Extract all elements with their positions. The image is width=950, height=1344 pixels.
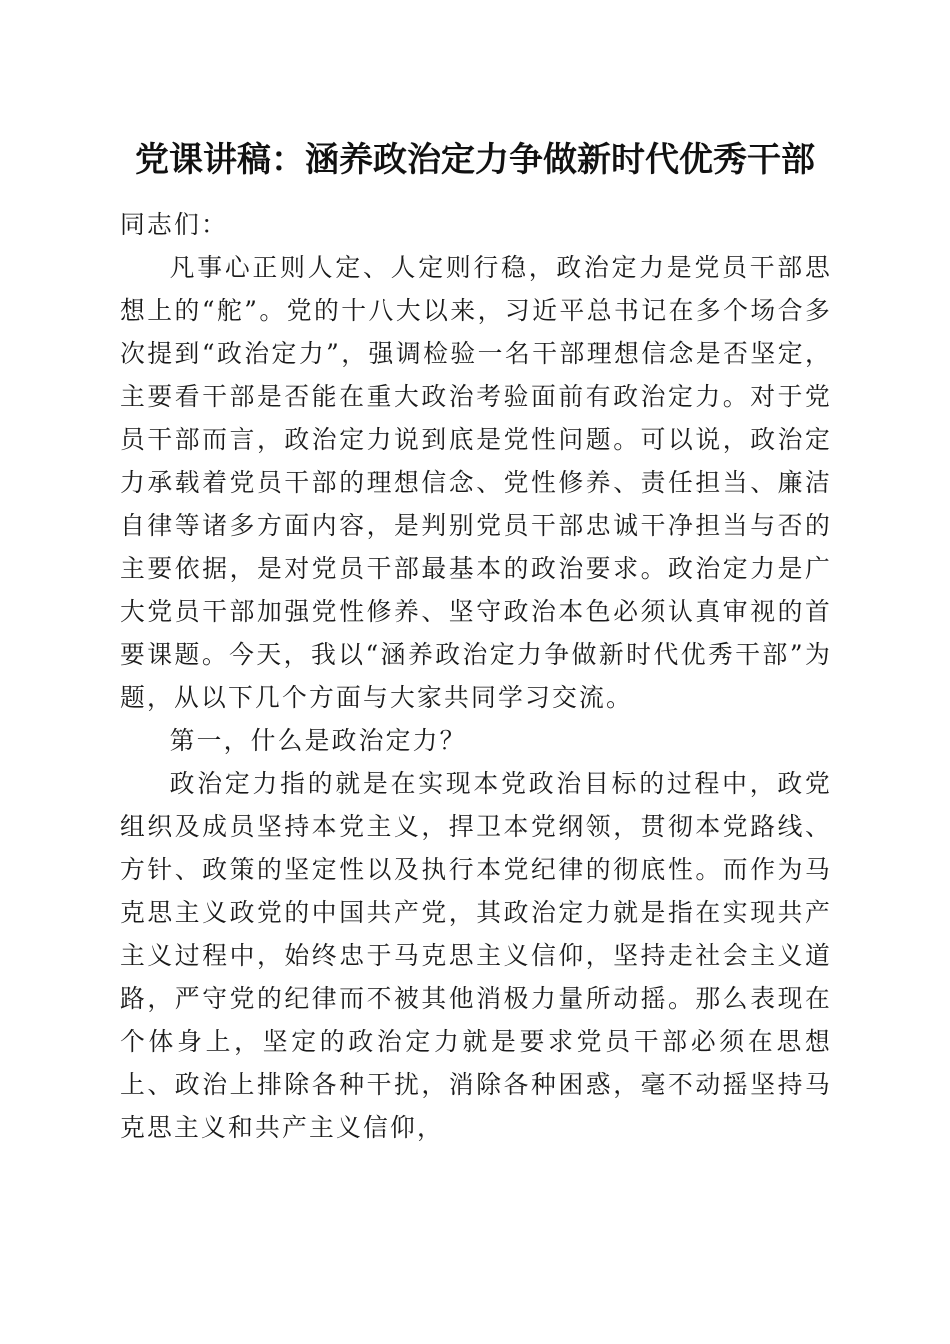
document-title: 党课讲稿：涵养政治定力争做新时代优秀干部	[135, 140, 815, 180]
paragraph-intro: 凡事心正则人定、人定则行稳，政治定力是党员干部思想上的“舵”。党的十八大以来，习近平总书记在多个场合多次提到“政治定力”，强调检验一名干部理想信念是否坚定，主要看干部是否能在重大政治考验面前有政治定力。对于党员干部而言，政治定力说到底是党性问题。可以说，政治定力承载着党员干部的理想信念、党性修养、责任担当、廉洁自律等诸多方面内容，是判别党员干部忠诚干净担当与否的主要依据，是对党员干部最基本的政治要求。政治定力是广大党员干部加强党性修养、坚守政治本色必须认真审视的首要课题。今天，我以“涵养政治定力争做新时代优秀干部”为题，从以下几个方面与大家共同学习交流。	[120, 253, 832, 712]
document-body	[120, 203, 832, 1149]
salutation: 同志们：	[120, 210, 228, 239]
section-heading-first: 第一，什么是政治定力？	[169, 726, 467, 755]
paragraph-definition: 政治定力指的就是在实现本党政治目标的过程中，政党组织及成员坚持本党主义，捍卫本党纲领，贯彻本党路线、方针、政策的坚定性以及执行本党纪律的彻底性。而作为马克思主义政党的中国共产党，其政治定力就是指在实现共产主义过程中，始终忠于马克思主义信仰，坚持走社会主义道路，严守党的纪律而不被其他消极力量所动摇。那么表现在个体身上，坚定的政治定力就是要求党员干部必须在思想上、政治上排除各种干扰，消除各种困惑，毫不动摇坚持马克思主义和共产主义信仰，	[120, 769, 832, 1142]
